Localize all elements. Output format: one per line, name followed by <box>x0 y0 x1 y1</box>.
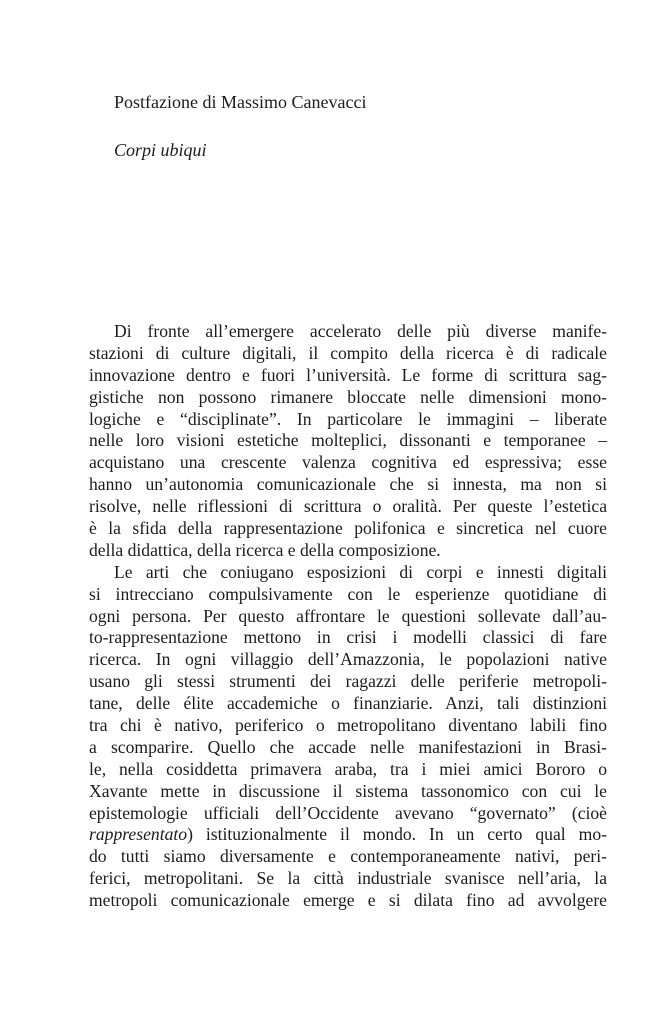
text-line: metropoli comunicazionale emerge e si dilata fino ad avvolgere <box>89 890 607 911</box>
header-block <box>114 90 594 162</box>
text-line: si intrecciano compulsivamente con le esperienze quotidiane di <box>89 583 607 604</box>
chapter-title: Corpi ubiqui <box>114 140 207 160</box>
text-line: usano gli stessi strumenti dei ragazzi delle periferie metropoli- <box>89 671 607 692</box>
text-line: le, nella cosiddetta primavera araba, tra i miei amici Bororo o <box>89 758 607 779</box>
paragraph-1 <box>89 321 607 562</box>
text-line: della didattica, della ricerca e della composizione. <box>89 539 441 560</box>
text-line: gistiche non possono rimanere bloccate nelle dimensioni mono- <box>89 386 607 407</box>
text-line: ogni persona. Per questo affrontare le questioni sollevate dall’au- <box>89 605 607 626</box>
text-line: ferici, metropolitani. Se la città industriale svanisce nell’aria, la <box>89 868 607 889</box>
italic-word: rappresentato <box>89 824 188 845</box>
text-line: è la sfida della rappresentazione polifonica e sincretica nel cuore <box>89 518 607 539</box>
text-line: epistemologie ufficiali dell’Occidente avevano “governato” (cioè <box>89 802 607 823</box>
text-line: hanno un’autonomia comunicazionale che si innesta, ma non si <box>89 474 607 495</box>
text-line: innovazione dentro e fuori l’università. Le forme di scrittura sag- <box>89 364 607 385</box>
text-line: Xavante mette in discussione il sistema tassonomico con cui le <box>89 780 607 801</box>
paragraph-2 <box>89 562 607 912</box>
body-text <box>89 321 607 912</box>
postface-title: Postfazione di Massimo Canevacci <box>114 92 367 112</box>
text-line: do tutti siamo diversamente e contemporaneamente nativi, peri- <box>89 846 607 867</box>
text-line: tra chi è nativo, periferico o metropolitano diventano labili fino <box>89 715 607 736</box>
text-line: a scomparire. Quello che accade nelle manifestazioni in Brasi- <box>89 736 607 757</box>
text-line: Di fronte all’emergere accelerato delle più diverse manife- <box>114 321 607 341</box>
text-line: nelle loro visioni estetiche molteplici, dissonanti e temporanee – <box>89 430 607 451</box>
text-line: logiche e “disciplinate”. In particolare le immagini – liberate <box>89 408 607 429</box>
text-line: tane, delle élite accademiche o finanziarie. Anzi, tali distinzioni <box>89 693 607 714</box>
text-line-mixed <box>89 824 607 846</box>
text-line: risolve, nelle riflessioni di scrittura o oralità. Per queste l’estetica <box>89 496 607 517</box>
text-line: to-rappresentazione mettono in crisi i modelli classici di fare <box>89 627 607 648</box>
text-line: ricerca. In ogni villaggio dell’Amazzonia, le popolazioni native <box>89 649 607 670</box>
text-line: stazioni di culture digitali, il compito della ricerca è di radicale <box>89 342 607 363</box>
text-line: Le arti che coniugano esposizioni di corpi e innesti digitali <box>114 561 607 582</box>
text-fragment: ) istituzionalmente il mondo. In un certo qual mo- <box>187 824 607 845</box>
text-line: acquistano una crescente valenza cognitiva ed espressiva; esse <box>89 452 607 473</box>
